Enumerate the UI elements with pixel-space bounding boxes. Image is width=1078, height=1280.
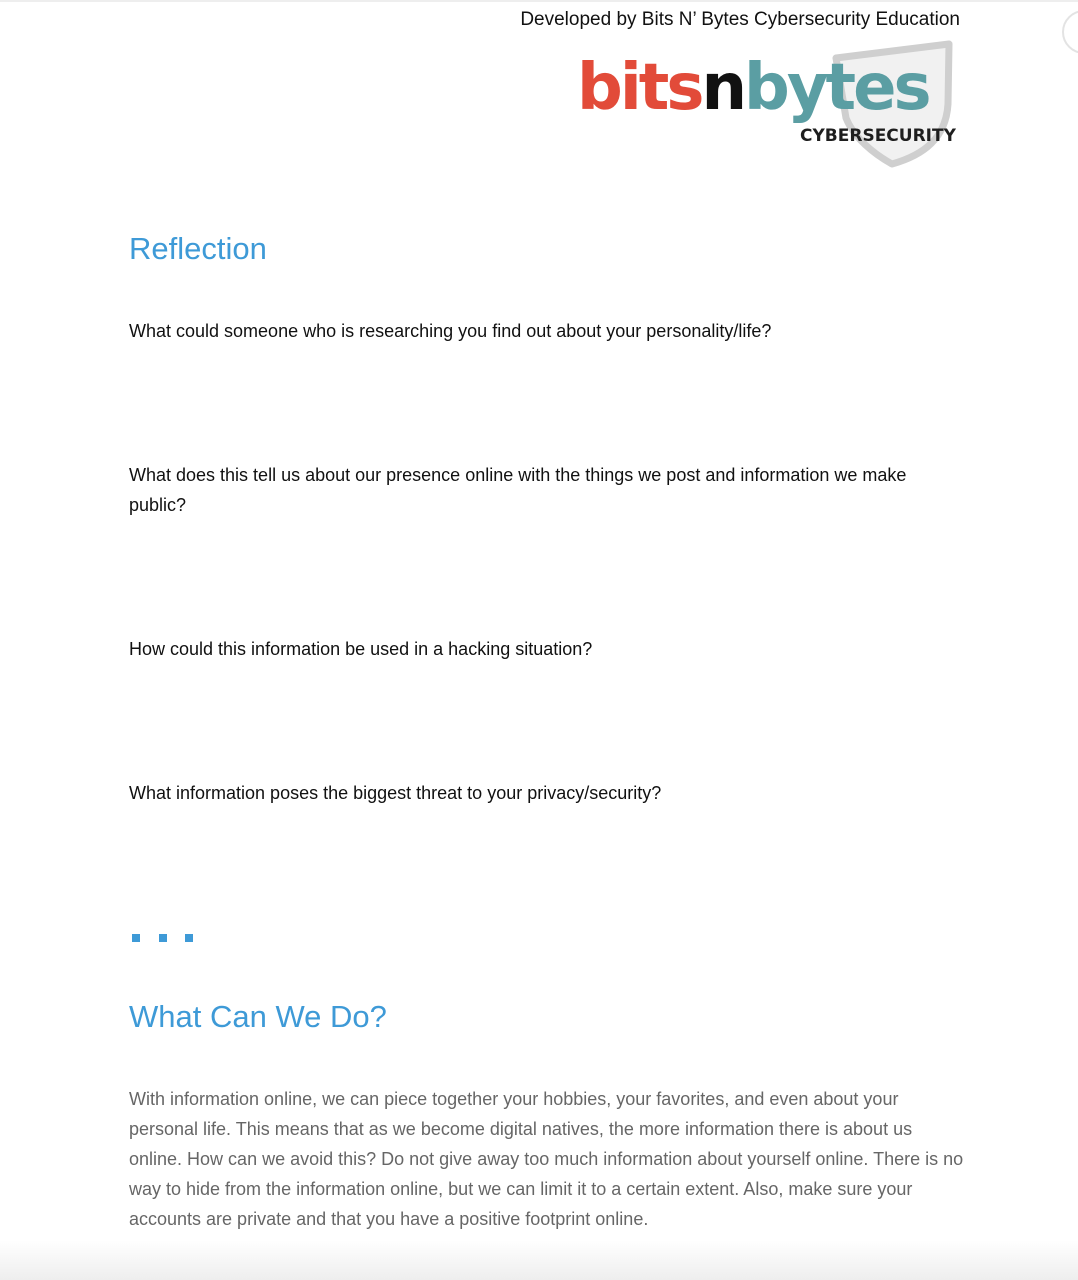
logo-wordmark [577, 50, 929, 126]
divider-dot [159, 934, 167, 942]
reflection-question: What information poses the biggest threat to your privacy/security? [129, 783, 662, 803]
logo-n: n [701, 51, 744, 125]
top-divider [0, 0, 1078, 2]
reflection-question: What does this tell us about our presence online with the things we post and information we make public? [129, 465, 907, 515]
logo-subtitle: CYBERSECURITY [800, 126, 956, 146]
divider-dot [132, 934, 140, 942]
reflection-question: What could someone who is researching you find out about your personality/life? [129, 321, 772, 341]
logo-bits: bits [577, 51, 702, 125]
header-credit: Developed by Bits N’ Bytes Cybersecurity Education [520, 9, 960, 30]
bitsnbytes-logo [574, 40, 964, 170]
what-can-we-do-heading: What Can We Do? [129, 999, 387, 1034]
reflection-heading: Reflection [129, 231, 267, 266]
divider-dot [185, 934, 193, 942]
bottom-fade [0, 1240, 1078, 1280]
reflection-question: How could this information be used in a hacking situation? [129, 639, 593, 659]
what-can-we-do-paragraph: With information online, we can piece together your hobbies, your favorites, and even about your personal life. This means that as we become digital natives, the more information there is about us online. How can we avoid this? Do not give away too much information about yourself online. There is no way to hide from the information online, but we can limit it to a certain extent. Also, make sure your accounts are private and that you have a positive footprint online. [129, 1089, 964, 1229]
section-divider-dots [129, 934, 199, 944]
logo-bytes: bytes [744, 51, 929, 125]
scroll-button[interactable] [1062, 10, 1078, 54]
